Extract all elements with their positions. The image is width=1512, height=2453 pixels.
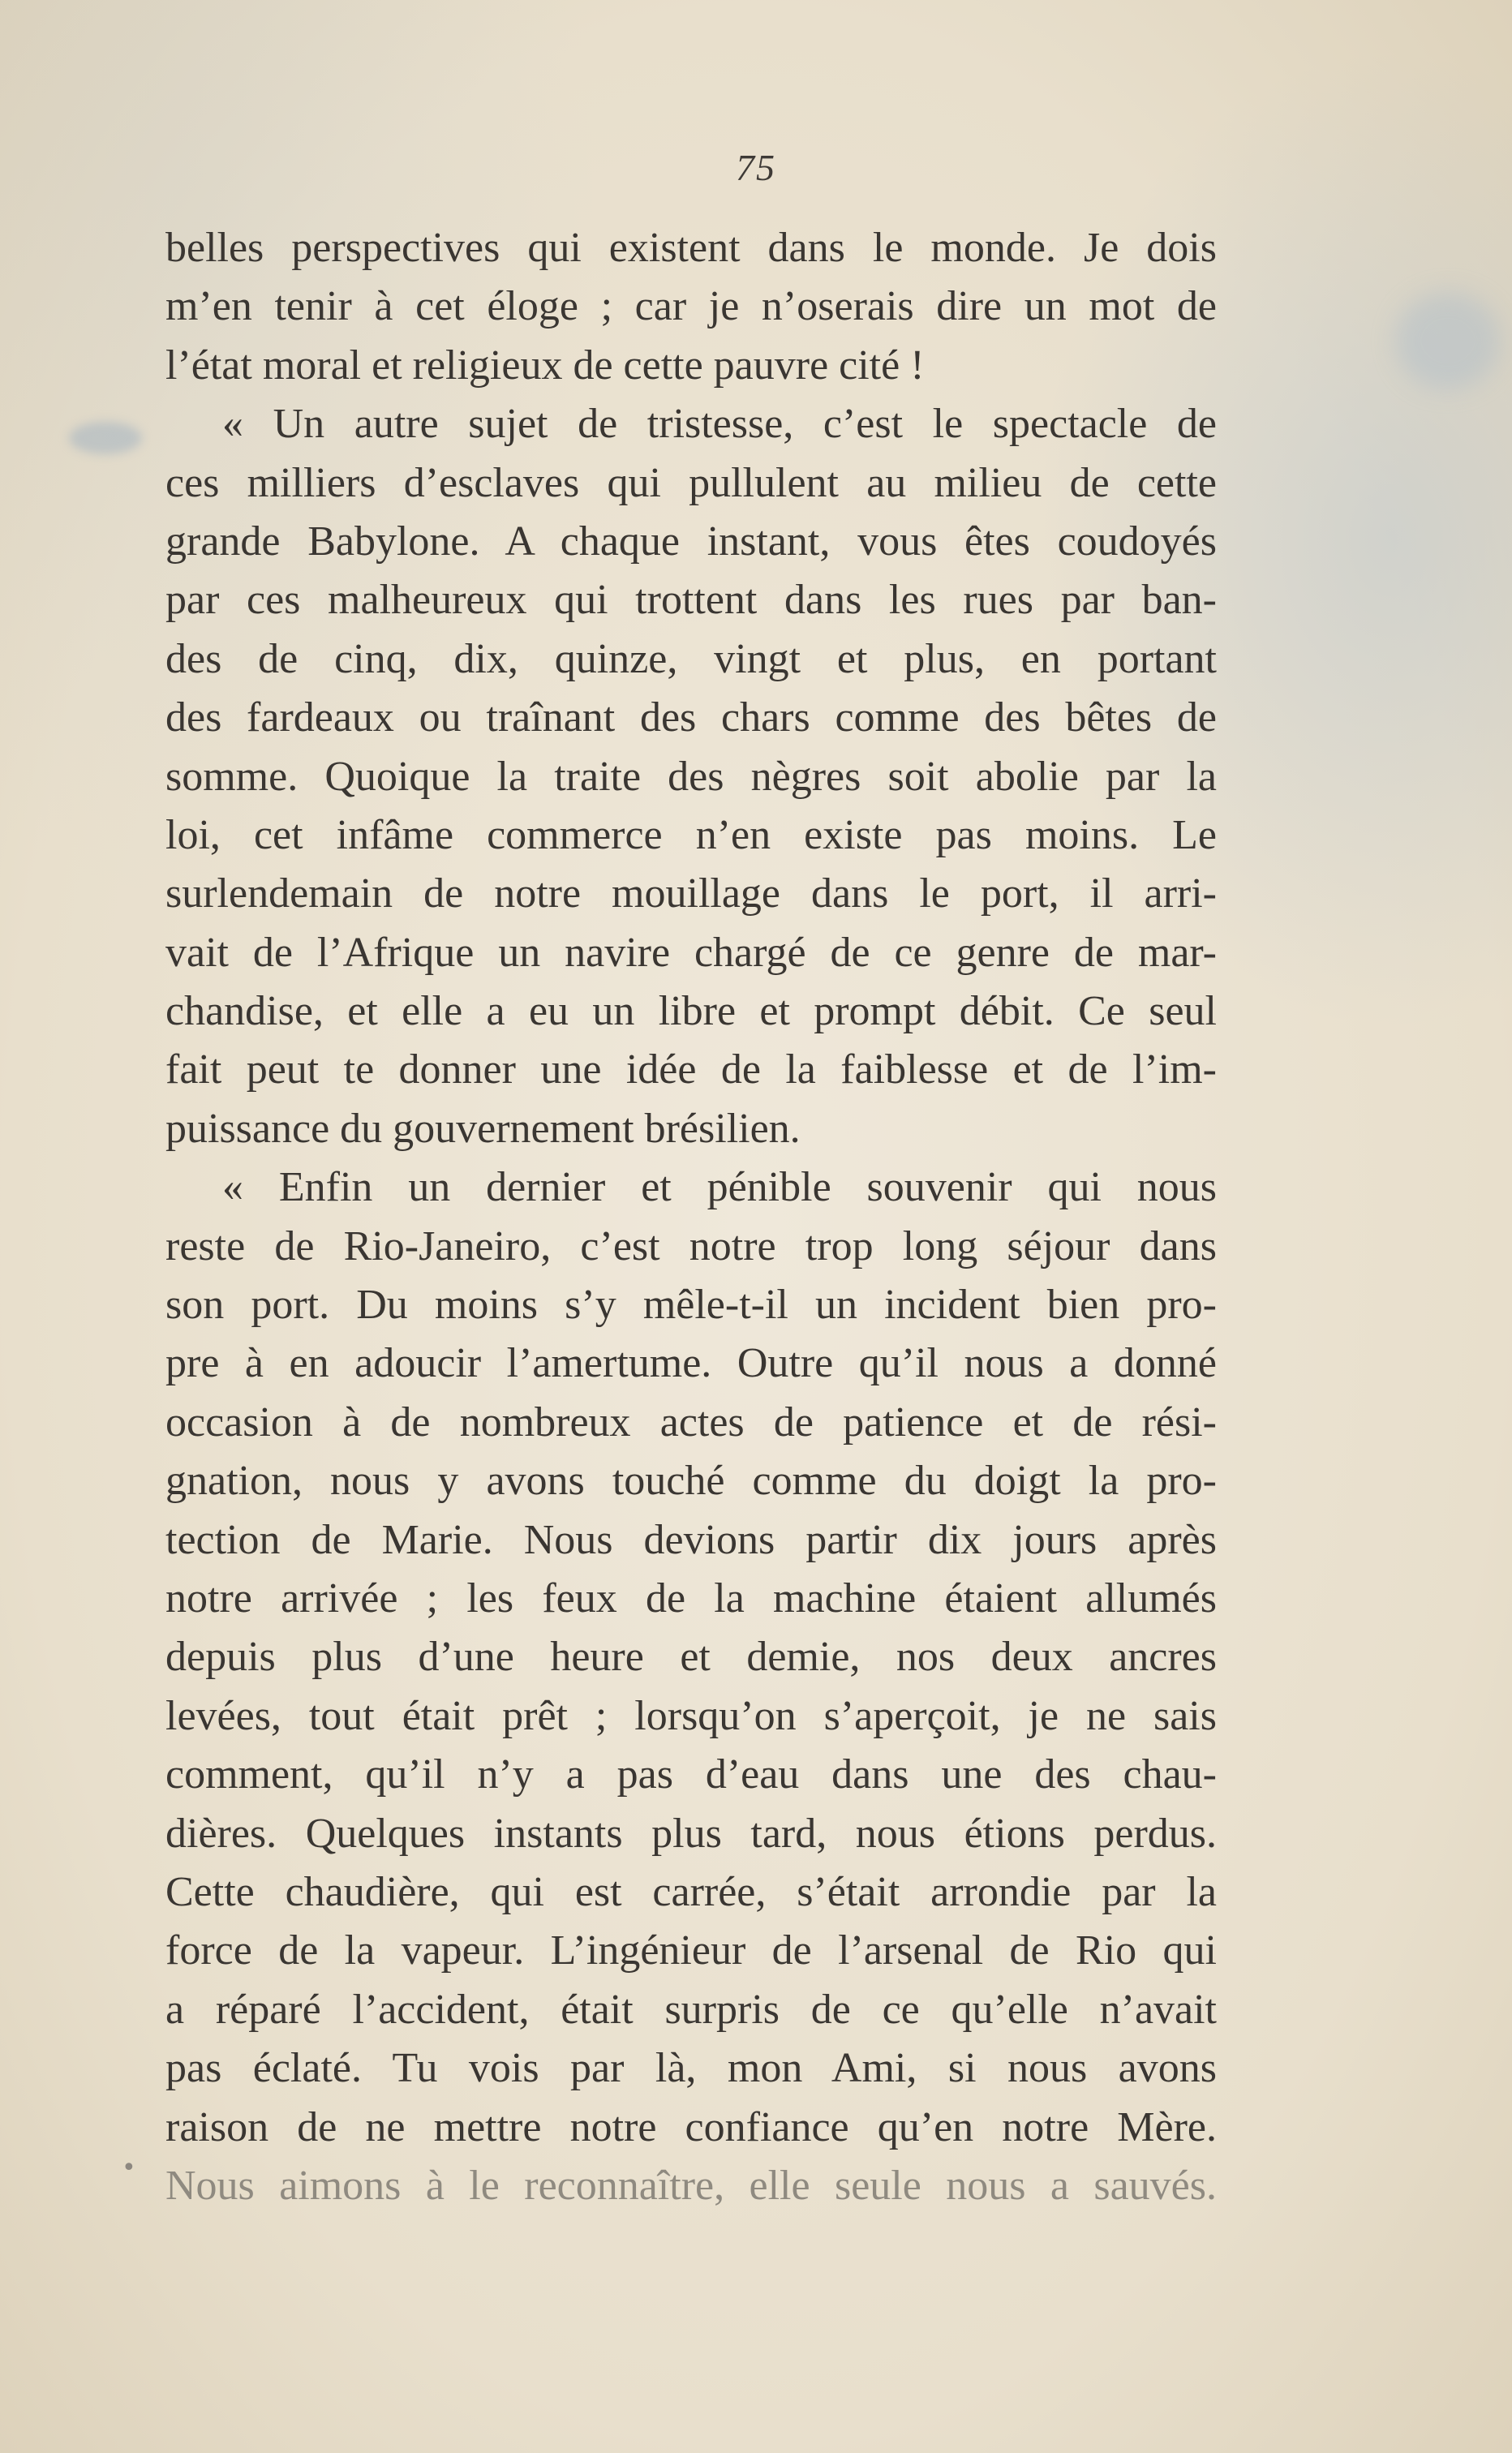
text-line: puissance du gouvernement brésilien. xyxy=(165,1105,801,1152)
text-line: surlendemain de notre mouillage dans le port, il arri- xyxy=(165,870,1217,917)
text-line: notre arrivée ; les feux de la machine étaient allumés xyxy=(165,1574,1217,1622)
text-line: tection de Marie. Nous devions partir dix jours après xyxy=(165,1516,1217,1563)
text-line: grande Babylone. A chaque instant, vous êtes coudoyés xyxy=(165,518,1217,565)
text-line: force de la vapeur. L’ingénieur de l’arsenal de Rio qui xyxy=(165,1927,1217,1974)
text-line: des de cinq, dix, quinze, vingt et plus, en portant xyxy=(165,635,1217,682)
text-line: « Enfin un dernier et pénible souvenir qui nous xyxy=(222,1164,1217,1211)
text-line: loi, cet infâme commerce n’en existe pas moins. Le xyxy=(165,811,1217,858)
text-line: m’en tenir à cet éloge ; car je n’oserais dire un mot de xyxy=(165,283,1217,330)
body-text xyxy=(165,219,1217,2215)
text-line: somme. Quoique la traite des nègres soit abolie par la xyxy=(165,753,1217,800)
water-stain xyxy=(1395,292,1501,389)
text-line: pre à en adoucir l’amertume. Outre qu’il nous a donné xyxy=(165,1340,1217,1387)
text-line: l’état moral et religieux de cette pauvre cité ! xyxy=(165,342,925,389)
text-line: Nous aimons à le reconnaître, elle seule nous a sauvés. xyxy=(165,2162,1217,2209)
water-stain xyxy=(69,422,142,454)
text-line: fait peut te donner une idée de la faiblesse et de l’im- xyxy=(165,1046,1217,1093)
text-line: vait de l’Afrique un navire chargé de ce genre de mar- xyxy=(165,929,1217,976)
text-line: belles perspectives qui existent dans le monde. Je dois xyxy=(165,225,1217,271)
text-line: Cette chaudière, qui est carrée, s’était arrondie par la xyxy=(165,1868,1217,1915)
text-line: raison de ne mettre notre confiance qu’en notre Mère. xyxy=(165,2103,1217,2150)
text-line: des fardeaux ou traînant des chars comme des bêtes de xyxy=(165,694,1217,741)
text-line: gnation, nous y avons touché comme du doigt la pro- xyxy=(165,1458,1217,1505)
text-line: ces milliers d’esclaves qui pullulent au milieu de cette xyxy=(165,459,1217,506)
text-line: levées, tout était prêt ; lorsqu’on s’aperçoit, je ne sais xyxy=(165,1692,1217,1739)
page-number: 75 xyxy=(736,147,776,188)
text-line: « Un autre sujet de tristesse, c’est le spectacle de xyxy=(222,401,1217,448)
text-line: dières. Quelques instants plus tard, nous étions perdus. xyxy=(165,1810,1217,1857)
text-line: comment, qu’il n’y a pas d’eau dans une des chau- xyxy=(165,1751,1217,1798)
text-line: son port. Du moins s’y mêle-t-il un incident bien pro- xyxy=(165,1282,1217,1329)
text-line: reste de Rio-Janeiro, c’est notre trop long séjour dans xyxy=(165,1222,1217,1269)
text-line: chandise, et elle a eu un libre et prompt débit. Ce seul xyxy=(165,988,1217,1035)
text-line: occasion à de nombreux actes de patience et de rési- xyxy=(165,1398,1217,1446)
margin-mark: • xyxy=(122,2154,136,2182)
text-line: depuis plus d’une heure et demie, nos deux ancres xyxy=(165,1634,1217,1681)
text-line: a réparé l’accident, était surpris de ce qu’elle n’avait xyxy=(165,1986,1217,2033)
text-line: par ces malheureux qui trottent dans les rues par ban- xyxy=(165,577,1217,624)
text-line: pas éclaté. Tu vois par là, mon Ami, si nous avons xyxy=(165,2045,1217,2092)
